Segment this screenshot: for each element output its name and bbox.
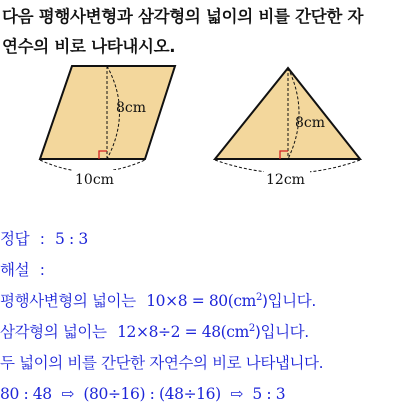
answer-colon: :	[39, 230, 45, 248]
ratio-original: 80 : 48	[0, 385, 52, 403]
answer-section	[0, 224, 400, 410]
parallelogram-figure	[40, 66, 175, 188]
ratio-division: (80÷16) : (48÷16)	[83, 385, 221, 403]
explanation-label: 해설	[0, 261, 30, 279]
triangle-area-text: 삼각형의 넓이는	[0, 323, 107, 341]
answer-line	[0, 224, 400, 255]
explanation-line-3: 두 넓이의 비를 간단한 자연수의 비로 나타냅니다.	[0, 354, 324, 372]
triangle-base-label: 12cm	[266, 172, 305, 188]
triangle-area-tail: )입니다.	[254, 323, 309, 341]
arrow-icon: ⇨	[230, 385, 243, 403]
explanation-header	[0, 255, 400, 286]
parallelogram-area-tail: )입니다.	[261, 292, 316, 310]
question-line-1: 다음 평행사변형과 삼각형의 넓이의 비를 간단한 자	[2, 7, 364, 26]
explanation-colon: :	[39, 261, 45, 279]
triangle-area-math: $12\times 8\div 2 = 48(cm^2$	[117, 323, 255, 341]
triangle-figure	[215, 68, 360, 188]
answer-value: 5 : 3	[55, 230, 88, 248]
answer-label: 정답	[0, 230, 30, 248]
ratio-simplified: 5 : 3	[252, 385, 286, 403]
question-line-2: 연수의 비로 나타내시오.	[2, 37, 176, 56]
arrow-icon: ⇨	[61, 385, 74, 403]
explanation-line-2	[0, 317, 400, 348]
parallelogram-area-text: 평행사변형의 넓이는	[0, 292, 136, 310]
question-text	[2, 2, 398, 62]
parallelogram-base-label: 10cm	[75, 172, 114, 188]
triangle-height-label: 8cm	[295, 115, 326, 131]
parallelogram-height-label: 8cm	[116, 100, 147, 116]
parallelogram-area-math: $10\times 8 = 80(cm^2$	[146, 292, 262, 310]
explanation-line-4	[0, 379, 400, 410]
explanation-line-1	[0, 286, 400, 317]
figures	[0, 58, 400, 188]
